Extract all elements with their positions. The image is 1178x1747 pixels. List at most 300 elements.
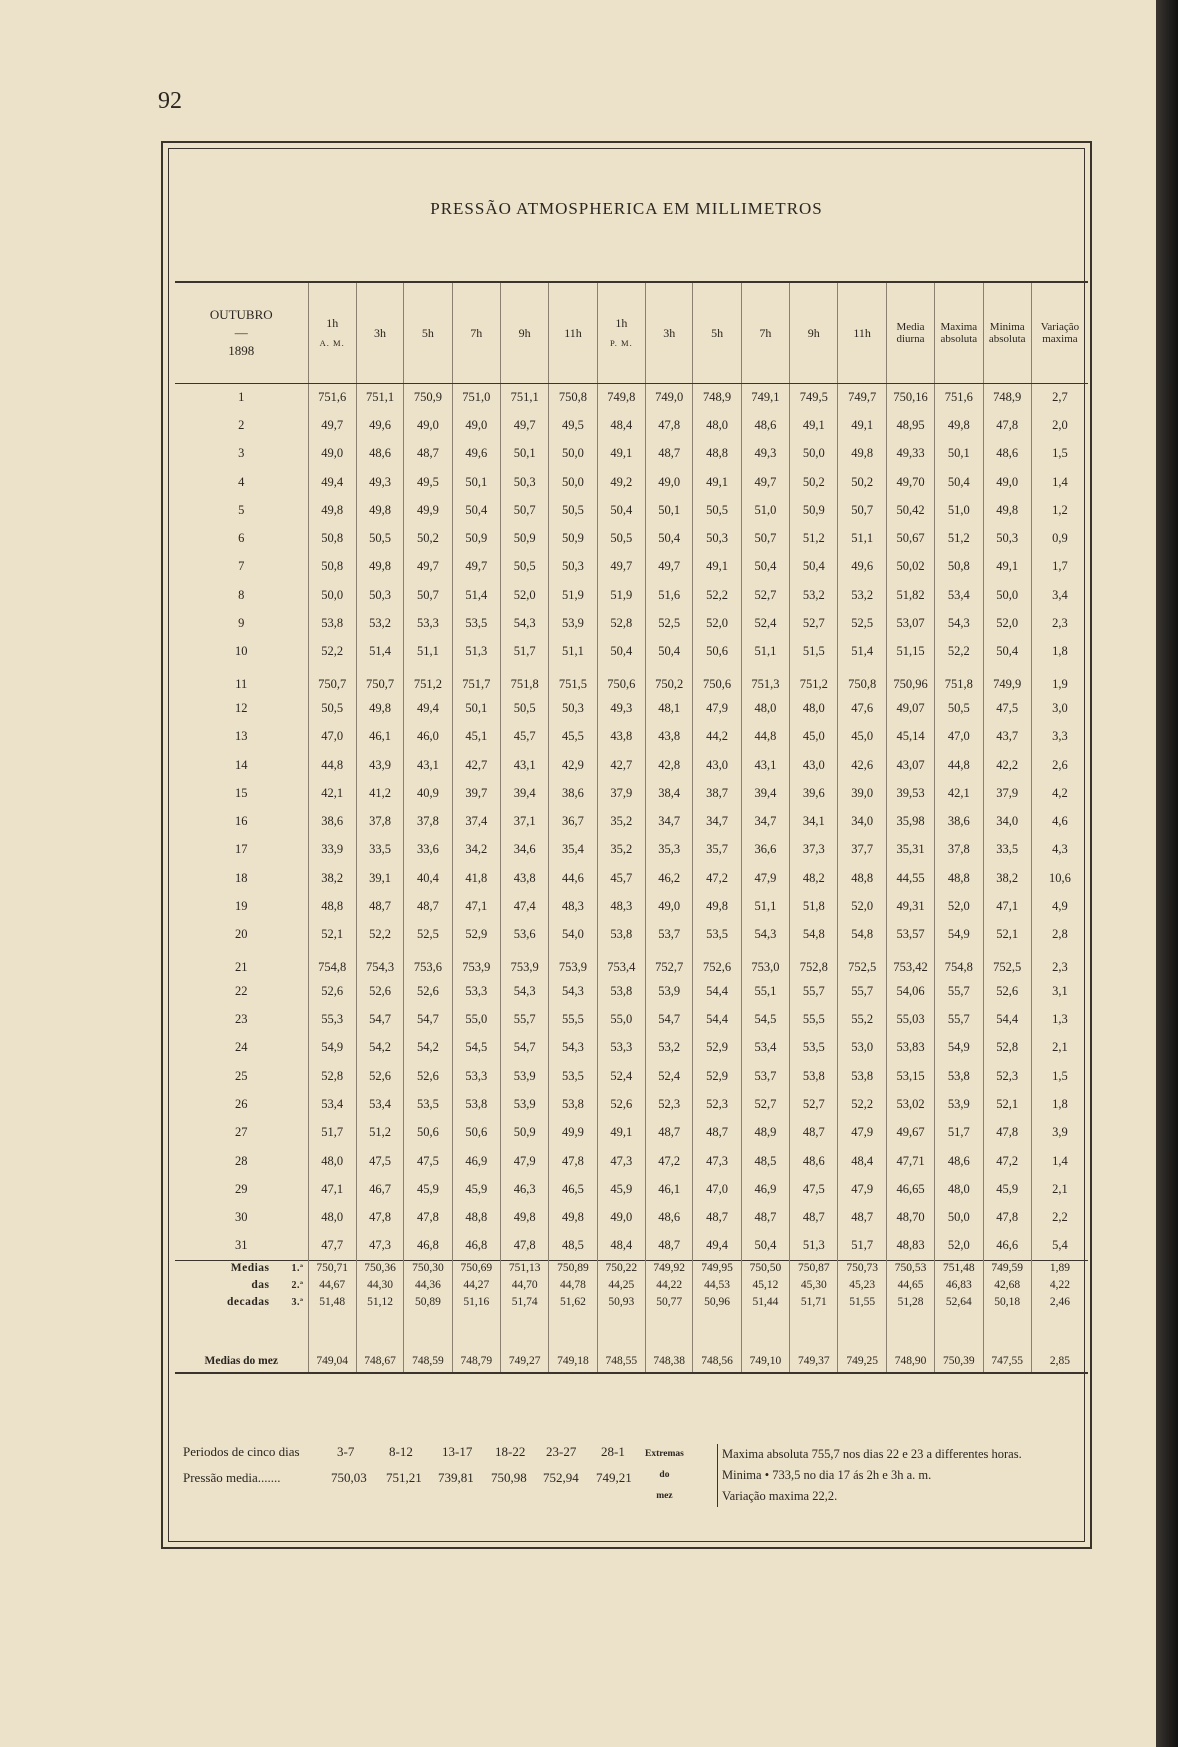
extremas-lines (717, 1444, 1022, 1507)
value-cell: 749,9 (983, 666, 1031, 694)
value-cell: 48,7 (404, 440, 452, 468)
value-cell: 749,0 (646, 383, 693, 411)
value-cell: 38,6 (308, 807, 356, 835)
value-cell: 53,7 (646, 921, 693, 949)
value-cell: 53,83 (886, 1034, 934, 1062)
table-row (175, 807, 1088, 835)
value-cell: 53,3 (597, 1034, 645, 1062)
value-cell: 53,8 (549, 1090, 597, 1118)
table-row (175, 779, 1088, 807)
value-cell: 752,6 (693, 949, 741, 977)
value-cell: 751,7 (452, 666, 500, 694)
value-cell: 51,15 (886, 638, 934, 666)
value-cell: 52,6 (404, 977, 452, 1005)
value-cell: 50,8 (308, 524, 356, 552)
value-cell: 751,8 (500, 666, 548, 694)
value-cell: 50,4 (452, 496, 500, 524)
decade-row (175, 1294, 1088, 1311)
value-cell: 2,2 (1031, 1204, 1088, 1232)
value-cell: 49,4 (404, 694, 452, 722)
value-cell: 47,2 (646, 1147, 693, 1175)
month-dash: — (234, 324, 248, 340)
decade-value: 749,95 (693, 1260, 741, 1277)
decade-value: 1,89 (1031, 1260, 1088, 1277)
value-cell: 55,7 (935, 1006, 983, 1034)
value-cell: 53,8 (790, 1062, 838, 1090)
value-cell: 753,4 (597, 949, 645, 977)
value-cell: 49,9 (549, 1119, 597, 1147)
value-cell: 50,5 (356, 524, 403, 552)
periodo-value: 3-7 (337, 1444, 355, 1459)
value-cell: 52,2 (935, 638, 983, 666)
value-cell: 47,5 (356, 1147, 403, 1175)
value-cell: 48,0 (308, 1204, 356, 1232)
value-cell: 750,7 (308, 666, 356, 694)
decade-value: 750,50 (741, 1260, 789, 1277)
value-cell: 38,2 (983, 864, 1031, 892)
value-cell: 42,2 (983, 751, 1031, 779)
value-cell: 751,5 (549, 666, 597, 694)
day-cell: 19 (235, 898, 248, 913)
value-cell: 49,1 (838, 411, 886, 439)
value-cell: 43,8 (500, 864, 548, 892)
value-cell: 2,0 (1031, 411, 1088, 439)
decade-value: 51,12 (356, 1294, 403, 1311)
value-cell: 52,4 (646, 1062, 693, 1090)
value-cell: 49,8 (935, 411, 983, 439)
value-cell: 53,3 (452, 977, 500, 1005)
value-cell: 51,2 (790, 524, 838, 552)
table-row (175, 1147, 1088, 1175)
decade-label: Medias 1.ª (175, 1260, 308, 1277)
monthly-mean-value: 748,79 (452, 1311, 500, 1373)
header-row (175, 282, 1088, 383)
decade-value: 50,96 (693, 1294, 741, 1311)
value-cell: 51,7 (935, 1119, 983, 1147)
value-cell: 54,4 (983, 1006, 1031, 1034)
value-cell: 50,1 (452, 694, 500, 722)
value-cell: 750,7 (356, 666, 403, 694)
value-cell: 53,5 (790, 1034, 838, 1062)
value-cell: 45,5 (549, 723, 597, 751)
monthly-mean-value: 750,39 (935, 1311, 983, 1373)
value-cell: 55,7 (500, 1006, 548, 1034)
value-cell: 53,8 (597, 977, 645, 1005)
value-cell: 49,7 (308, 411, 356, 439)
value-cell: 43,1 (500, 751, 548, 779)
value-cell: 49,1 (983, 553, 1031, 581)
value-cell: 51,0 (741, 496, 789, 524)
value-cell: 47,9 (838, 1119, 886, 1147)
value-cell: 53,3 (452, 1062, 500, 1090)
value-cell: 54,8 (838, 921, 886, 949)
value-cell: 48,3 (597, 892, 645, 920)
table-row (175, 524, 1088, 552)
value-cell: 45,0 (790, 723, 838, 751)
value-cell: 48,7 (693, 1119, 741, 1147)
value-cell: 53,5 (452, 609, 500, 637)
value-cell: 53,9 (646, 977, 693, 1005)
value-cell: 46,6 (983, 1232, 1031, 1260)
value-cell: 750,6 (597, 666, 645, 694)
value-cell: 45,7 (597, 864, 645, 892)
value-cell: 44,8 (741, 723, 789, 751)
value-cell: 748,9 (693, 383, 741, 411)
value-cell: 48,4 (838, 1147, 886, 1175)
table-frame-inner (168, 148, 1085, 1542)
value-cell: 50,7 (741, 524, 789, 552)
extremas-label: Extremas do mez (645, 1449, 684, 1501)
value-cell: 753,42 (886, 949, 934, 977)
periodos-row (183, 1444, 625, 1460)
value-cell: 38,6 (549, 779, 597, 807)
day-cell: 22 (235, 983, 248, 998)
hour-header: 1h A. M. (308, 282, 356, 383)
value-cell: 35,4 (549, 836, 597, 864)
value-cell: 39,53 (886, 779, 934, 807)
value-cell: 54,7 (404, 1006, 452, 1034)
value-cell: 52,9 (452, 921, 500, 949)
value-cell: 54,4 (693, 1006, 741, 1034)
value-cell: 47,8 (356, 1204, 403, 1232)
value-cell: 51,4 (356, 638, 403, 666)
value-cell: 53,02 (886, 1090, 934, 1118)
value-cell: 35,98 (886, 807, 934, 835)
value-cell: 751,2 (790, 666, 838, 694)
table-row (175, 1090, 1088, 1118)
value-cell: 52,0 (983, 609, 1031, 637)
day-cell: 16 (235, 814, 248, 829)
table-row (175, 1062, 1088, 1090)
value-cell: 751,1 (500, 383, 548, 411)
value-cell: 47,4 (500, 892, 548, 920)
extremas-line: Variação maxima 22,2. (722, 1489, 838, 1503)
decade-value: 750,89 (549, 1260, 597, 1277)
value-cell: 49,1 (693, 553, 741, 581)
value-cell: 34,7 (693, 807, 741, 835)
value-cell: 49,3 (356, 468, 403, 496)
value-cell: 1,5 (1031, 1062, 1088, 1090)
value-cell: 50,4 (597, 496, 645, 524)
value-cell: 53,4 (741, 1034, 789, 1062)
decade-value: 2,46 (1031, 1294, 1088, 1311)
value-cell: 52,6 (308, 977, 356, 1005)
day-cell: 29 (235, 1181, 248, 1196)
pressao-value: 752,94 (543, 1470, 579, 1485)
decade-ordinal: 3.ª (291, 1297, 304, 1309)
value-cell: 53,0 (838, 1034, 886, 1062)
value-cell: 754,8 (935, 949, 983, 977)
value-cell: 48,6 (741, 411, 789, 439)
value-cell: 49,7 (452, 553, 500, 581)
value-cell: 34,0 (983, 807, 1031, 835)
pressao-value: 749,21 (596, 1470, 632, 1485)
value-cell: 49,8 (838, 440, 886, 468)
value-cell: 41,8 (452, 864, 500, 892)
value-cell: 49,9 (404, 496, 452, 524)
value-cell: 51,4 (452, 581, 500, 609)
value-cell: 49,8 (356, 694, 403, 722)
decade-value: 45,30 (790, 1277, 838, 1294)
value-cell: 46,2 (646, 864, 693, 892)
value-cell: 44,6 (549, 864, 597, 892)
value-cell: 53,2 (790, 581, 838, 609)
value-cell: 51,3 (790, 1232, 838, 1260)
value-cell: 46,65 (886, 1175, 934, 1203)
value-cell: 4,3 (1031, 836, 1088, 864)
value-cell: 45,9 (452, 1175, 500, 1203)
hour-header: 7h (452, 282, 500, 383)
value-cell: 50,4 (935, 468, 983, 496)
value-cell: 37,4 (452, 807, 500, 835)
value-cell: 50,3 (693, 524, 741, 552)
value-cell: 43,7 (983, 723, 1031, 751)
table-row (175, 751, 1088, 779)
value-cell: 4,9 (1031, 892, 1088, 920)
decade-value: 751,13 (500, 1260, 548, 1277)
decade-value: 45,12 (741, 1277, 789, 1294)
value-cell: 50,2 (404, 524, 452, 552)
value-cell: 51,4 (838, 638, 886, 666)
day-cell: 12 (235, 700, 248, 715)
value-cell: 54,5 (452, 1034, 500, 1062)
value-cell: 53,8 (308, 609, 356, 637)
am-label: A. M. (319, 337, 345, 348)
day-cell: 21 (235, 959, 248, 974)
value-cell: 52,0 (500, 581, 548, 609)
value-cell: 36,6 (741, 836, 789, 864)
value-cell: 47,8 (404, 1204, 452, 1232)
value-cell: 35,7 (693, 836, 741, 864)
decade-value: 51,71 (790, 1294, 838, 1311)
value-cell: 46,5 (549, 1175, 597, 1203)
value-cell: 50,9 (500, 524, 548, 552)
value-cell: 51,7 (308, 1119, 356, 1147)
value-cell: 37,8 (356, 807, 403, 835)
value-cell: 50,3 (500, 468, 548, 496)
day-cell: 1 (238, 389, 245, 404)
table-row (175, 723, 1088, 751)
value-cell: 51,1 (741, 892, 789, 920)
value-cell: 51,1 (404, 638, 452, 666)
value-cell: 749,8 (597, 383, 645, 411)
value-cell: 50,0 (549, 468, 597, 496)
value-cell: 53,57 (886, 921, 934, 949)
value-cell: 50,4 (741, 1232, 789, 1260)
value-cell: 49,5 (549, 411, 597, 439)
value-cell: 51,82 (886, 581, 934, 609)
value-cell: 4,2 (1031, 779, 1088, 807)
value-cell: 751,3 (741, 666, 789, 694)
table-row (175, 1006, 1088, 1034)
value-cell: 47,9 (838, 1175, 886, 1203)
value-cell: 52,8 (983, 1034, 1031, 1062)
value-cell: 51,9 (549, 581, 597, 609)
value-cell: 52,5 (404, 921, 452, 949)
value-cell: 53,8 (838, 1062, 886, 1090)
decade-value: 44,53 (693, 1277, 741, 1294)
value-cell: 41,2 (356, 779, 403, 807)
value-cell: 1,7 (1031, 553, 1088, 581)
value-cell: 34,0 (838, 807, 886, 835)
value-cell: 47,1 (983, 892, 1031, 920)
decade-value: 4,22 (1031, 1277, 1088, 1294)
value-cell: 50,0 (790, 440, 838, 468)
decade-value: 44,36 (404, 1277, 452, 1294)
value-cell: 50,6 (693, 638, 741, 666)
decade-value: 750,71 (308, 1260, 356, 1277)
value-cell: 55,1 (741, 977, 789, 1005)
value-cell: 42,9 (549, 751, 597, 779)
pressure-table (175, 281, 1088, 1374)
value-cell: 48,6 (356, 440, 403, 468)
value-cell: 50,4 (646, 638, 693, 666)
value-cell: 49,4 (693, 1232, 741, 1260)
value-cell: 54,0 (549, 921, 597, 949)
value-cell: 48,2 (790, 864, 838, 892)
value-cell: 34,7 (646, 807, 693, 835)
summary-rows (175, 1260, 1088, 1373)
decade-value: 44,22 (646, 1277, 693, 1294)
value-cell: 49,5 (404, 468, 452, 496)
value-cell: 53,8 (452, 1090, 500, 1118)
value-cell: 40,4 (404, 864, 452, 892)
value-cell: 46,8 (404, 1232, 452, 1260)
value-cell: 46,7 (356, 1175, 403, 1203)
monthly-mean-value: 748,67 (356, 1311, 403, 1373)
value-cell: 33,6 (404, 836, 452, 864)
value-cell: 46,9 (452, 1147, 500, 1175)
value-cell: 49,8 (549, 1204, 597, 1232)
value-cell: 50,3 (983, 524, 1031, 552)
pressao-value: 750,03 (331, 1470, 367, 1485)
value-cell: 38,7 (693, 779, 741, 807)
value-cell: 49,8 (693, 892, 741, 920)
value-cell: 749,5 (790, 383, 838, 411)
value-cell: 750,6 (693, 666, 741, 694)
value-cell: 39,7 (452, 779, 500, 807)
value-cell: 43,1 (741, 751, 789, 779)
decade-value: 44,25 (597, 1277, 645, 1294)
extremas-line: Maxima absoluta 755,7 nos dias 22 e 23 a differentes horas. (722, 1447, 1022, 1461)
value-cell: 38,2 (308, 864, 356, 892)
value-cell: 43,8 (597, 723, 645, 751)
value-cell: 49,1 (693, 468, 741, 496)
value-cell: 53,5 (404, 1090, 452, 1118)
value-cell: 750,2 (646, 666, 693, 694)
value-cell: 50,9 (790, 496, 838, 524)
value-cell: 2,1 (1031, 1034, 1088, 1062)
day-cell: 31 (235, 1238, 248, 1253)
value-cell: 50,2 (790, 468, 838, 496)
periodo-value: 13-17 (442, 1444, 473, 1459)
monthly-mean-value: 748,59 (404, 1311, 452, 1373)
value-cell: 47,6 (838, 694, 886, 722)
page-number: 92 (158, 88, 182, 114)
value-cell: 52,0 (838, 892, 886, 920)
value-cell: 49,3 (597, 694, 645, 722)
value-cell: 751,1 (356, 383, 403, 411)
day-cell: 26 (235, 1097, 248, 1112)
value-cell: 50,4 (597, 638, 645, 666)
value-cell: 36,7 (549, 807, 597, 835)
day-cell: 20 (235, 927, 248, 942)
value-cell: 48,1 (646, 694, 693, 722)
value-cell: 751,2 (404, 666, 452, 694)
monthly-mean-value: 748,90 (886, 1311, 934, 1373)
value-cell: 50,7 (404, 581, 452, 609)
value-cell: 49,8 (356, 553, 403, 581)
value-cell: 37,7 (838, 836, 886, 864)
value-cell: 750,9 (404, 383, 452, 411)
value-cell: 48,3 (549, 892, 597, 920)
value-cell: 52,7 (790, 1090, 838, 1118)
hour-header: 11h (838, 282, 886, 383)
decade-value: 750,69 (452, 1260, 500, 1277)
value-cell: 55,7 (790, 977, 838, 1005)
value-cell: 49,3 (741, 440, 789, 468)
minima-absoluta-header: Minima absoluta (983, 282, 1031, 383)
value-cell: 54,9 (935, 1034, 983, 1062)
table-row (175, 836, 1088, 864)
value-cell: 55,03 (886, 1006, 934, 1034)
value-cell: 47,3 (597, 1147, 645, 1175)
value-cell: 46,9 (741, 1175, 789, 1203)
table-frame (161, 141, 1092, 1549)
value-cell: 752,7 (646, 949, 693, 977)
value-cell: 53,15 (886, 1062, 934, 1090)
value-cell: 48,7 (404, 892, 452, 920)
value-cell: 35,31 (886, 836, 934, 864)
value-cell: 37,8 (404, 807, 452, 835)
media-diurna-header: Media diurna (886, 282, 934, 383)
value-cell: 52,6 (597, 1090, 645, 1118)
value-cell: 52,2 (693, 581, 741, 609)
decade-value: 46,83 (935, 1277, 983, 1294)
value-cell: 47,8 (646, 411, 693, 439)
year-label: 1898 (228, 342, 255, 358)
value-cell: 37,9 (597, 779, 645, 807)
table-row (175, 977, 1088, 1005)
value-cell: 50,5 (549, 496, 597, 524)
value-cell: 34,1 (790, 807, 838, 835)
value-cell: 749,1 (741, 383, 789, 411)
value-cell: 33,9 (308, 836, 356, 864)
table-row (175, 949, 1088, 977)
value-cell: 54,3 (500, 609, 548, 637)
table-row (175, 638, 1088, 666)
value-cell: 51,0 (935, 496, 983, 524)
value-cell: 49,7 (741, 468, 789, 496)
table-row (175, 383, 1088, 411)
value-cell: 50,0 (549, 440, 597, 468)
table-row (175, 440, 1088, 468)
periodo-value: 23-27 (546, 1444, 577, 1459)
monthly-mean-value: 749,18 (549, 1311, 597, 1373)
value-cell: 42,1 (308, 779, 356, 807)
table-row (175, 1175, 1088, 1203)
value-cell: 49,0 (646, 468, 693, 496)
value-cell: 49,8 (308, 496, 356, 524)
value-cell: 51,6 (646, 581, 693, 609)
value-cell: 51,8 (790, 892, 838, 920)
value-cell: 54,3 (500, 977, 548, 1005)
value-cell: 49,6 (452, 440, 500, 468)
pressao-value: 750,98 (491, 1470, 527, 1485)
value-cell: 43,8 (646, 723, 693, 751)
value-cell: 3,1 (1031, 977, 1088, 1005)
value-cell: 54,7 (500, 1034, 548, 1062)
